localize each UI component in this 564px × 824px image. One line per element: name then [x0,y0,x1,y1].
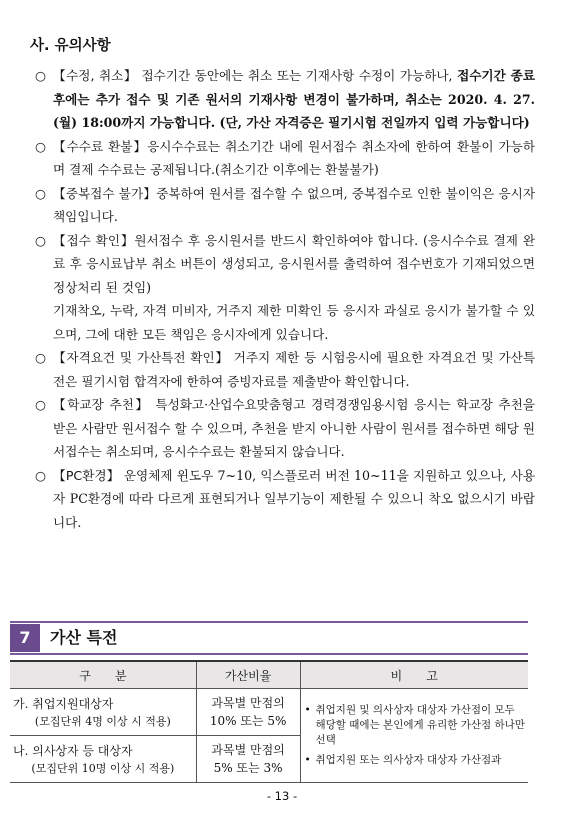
notice-item-qualification [35,346,535,393]
divider [10,621,528,623]
notice-item-pc [35,464,535,535]
rate-value: 5% 또는 3% [213,761,283,775]
dot-bullet-icon: • [304,754,311,766]
circle-bullet-icon: ○ [35,185,46,201]
table-row [10,689,528,736]
notice-item-confirm-sub [35,299,535,346]
notice-heading: 【학교장 추천】 [53,397,150,412]
notice-text-emphasis: 하며, 취소는 2020. 4. 27.(월) 18:00까지 가능합니다. (단, 가산 자격증은 필기시험 전일까지 입력 가능합니다) [53,91,535,130]
circle-bullet-icon: ○ [35,467,46,483]
notice-heading: 【자격요건 및 가산특전 확인】 [53,350,229,365]
notice-heading: 【접수 확인】 [53,232,135,248]
table-cell-rate [196,736,300,783]
category-condition: (모집단위 4명 이상 시 적용) [34,714,171,728]
notice-text-emphasis: 접수기간 종료 후에는 추가 접수 및 기존 원서의 기재사항 변경이 불가 [53,68,535,107]
table-cell-notes [300,689,528,783]
notice-text: 응시수수료는 취소기간 내에 원서접수 취소자에 한하여 환불이 가능하며 결제 수수료는 공제됩니다.(취소기간 이후에는 환불불가) [53,138,535,177]
note-item [305,703,526,748]
table-cell-rate [196,689,300,736]
notice-item-confirm [35,229,535,300]
notice-item-school [35,393,535,464]
section-7-header [10,621,528,655]
notice-item-refund [35,135,535,182]
circle-bullet-icon: ○ [35,68,46,83]
category-label: 나. 의사상자 등 대상자 [13,743,133,758]
table-header-row [10,661,528,689]
notice-text: 거주지 제한 등 시험응시에 필요한 자격요건 및 가산특전은 필기시험 합격자에 한하여 증빙자료를 제출받아 확인합니다. [53,350,535,389]
notice-text: 기재착오, 누락, 자격 미비자, 거주지 제한 미확인 등 응시자 과실로 응시가 불가할 수 있으며, 그에 대한 모든 책임은 응시자에게 있습니다. [53,303,535,342]
rate-text: 과목별 만점의 [211,696,285,710]
notice-text: 운영체제 윈도우 7~10, 익스플로러 버전 10~11을 지원하고 있으나, 사용자 PC환경에 따라 다르게 표현되거나 일부기능이 제한될 수 있으니 착오 없으시기 바랍니다. [53,467,535,530]
table-cell-category [10,689,196,736]
circle-bullet-icon: ○ [35,397,46,412]
notice-heading: 【PC환경】 [53,467,120,483]
column-header: 비 고 [300,661,528,689]
section-title: 사. 유의사항 [30,38,111,54]
circle-bullet-icon: ○ [35,138,46,154]
notice-text: 중복하여 원서를 접수할 수 없으며, 중복접수로 인한 불이익은 응시자 책임입니다. [53,185,535,224]
notice-heading: 【중복접수 불가】 [53,185,157,201]
table-cell-category [10,736,196,783]
dot-bullet-icon: • [304,704,311,716]
circle-bullet-icon: ○ [35,232,46,248]
rate-text: 과목별 만점의 [211,743,285,757]
category-label: 가. 취업지원대상자 [13,696,114,711]
notice-item-edit [35,64,535,135]
column-header: 가산비율 [196,661,300,689]
notice-text: 접수기간 동안에는 취소 또는 기재사항 수정이 가능하나, [136,68,458,83]
category-condition: (모집단위 10명 이상 시 적용) [31,761,175,775]
notice-heading: 【수수료 환불】 [53,138,148,154]
bonus-table [10,660,528,783]
note-text: 취업지원 및 의사상자 대상자 가산점이 모두 해당할 때에는 본인에게 유리한 가산점 하나만 선택 [315,704,525,746]
rate-value: 10% 또는 5% [209,714,287,728]
section-7-title: 가산 특전 [50,628,118,647]
column-header: 구 분 [10,661,196,689]
note-text: 취업지원 또는 의사상자 대상자 가산점과 [315,754,502,766]
notice-text: 특성화고·산업수요맞춤형고 경력경쟁임용시험 응시는 학교장 추천을 받은 사람만 원서접수 할 수 있으며, 추천을 받지 아니한 사람이 원서를 접수하면 해당 원서접수는 취소되며, 응시수수료는 환불되지 않습니다. [53,397,535,459]
notice-item-duplicate [35,182,535,229]
note-item [305,753,526,768]
notice-text: 원서접수 후 응시원서를 반드시 확인하여야 합니다. (응시수수료 결제 완료 후 응시료납부 취소 버튼이 생성되고, 응시원서를 출력하여 접수번호가 기재되었으면 정상처리 된 것임) [53,232,535,295]
notice-heading: 【수정, 취소】 [53,68,137,83]
section-number-badge: 7 [10,624,40,652]
notice-list [35,64,535,534]
circle-bullet-icon: ○ [35,350,46,365]
page-number: - 13 - [266,789,298,803]
divider [10,653,528,655]
